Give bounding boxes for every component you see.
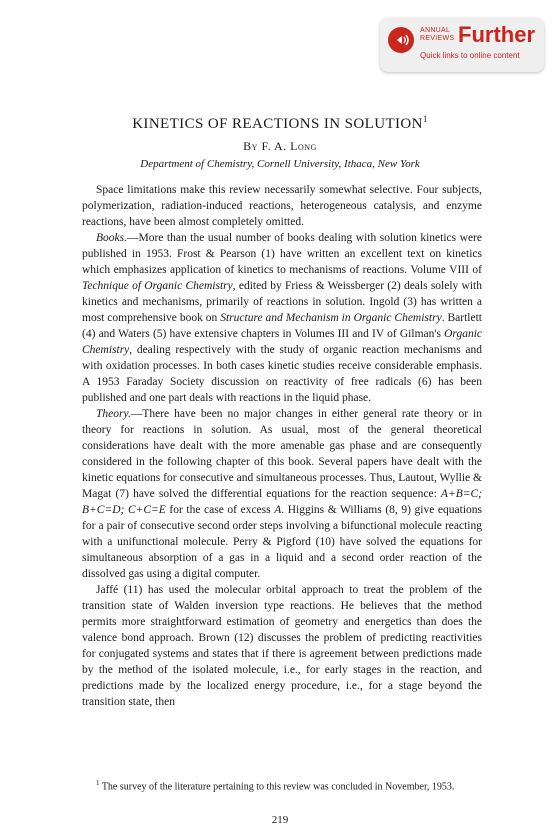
text-run: . Higgins & Williams (8, 9) give equations for a pair of consecutive second order steps involving a bifunctional molecule reacting with a unifunctional molecule. Perry & Pigford (10) have solved the equations for simultaneous absorption of a gas in a liquid and a second order reaction of the dissolved gas using a digital computer. (82, 504, 482, 580)
body-paragraph (82, 182, 482, 230)
body-paragraph (82, 582, 482, 710)
badge-publisher (420, 27, 456, 43)
italic-run: Structure and Mechanism in Organic Chemistry (220, 312, 442, 324)
text-run: for the case of excess (165, 504, 275, 516)
italic-run: A (274, 504, 282, 516)
footnote-marker: 1 (96, 779, 100, 787)
text-run: —There have been no major changes in either general rate theory or in theory for reactions in solution. As usual, most of the general theoretical considerations have dealt with the more amenable gas phase and are consequently considered in the following chapter of this book. Several papers have dealt with the kinetic equations for consecutive and simultaneous processes. Thus, Lautout, Wyllie & Magat (7) have solved the differential equations for the reaction sequence: (82, 408, 482, 500)
text-run: , dealing respectively with the study of organic reaction mechanisms and with oxidation processes. In both cases kinetic studies receive considerable emphasis. A 1953 Faraday Society discussion on reactivity of free radicals (6) has been published and one part deals with reactions in the liquid phase. (82, 344, 482, 404)
article-title-text: KINETICS OF REACTIONS IN SOLUTION (132, 116, 423, 132)
text-run: , edited by Friess & Weissberger (2) deals solely with kinetics and mechanisms, primarily of reactions in solution. Ingold (3) has written a most comprehensive book on (82, 280, 482, 324)
text-run: . Bartlett (4) and Waters (5) have extensive chapters in Volumes III and IV of Gilman's (82, 312, 482, 340)
footnote-text: The survey of the literature pertaining to this review was concluded in November, 1953. (99, 781, 455, 793)
body-paragraph (82, 230, 482, 406)
italic-run: Technique of Organic Chemistry (82, 280, 233, 292)
sound-wave-icon (388, 27, 414, 53)
text-run: —More than the usual number of books dealing with solution kinetics were published in 1953. Frost & Pearson (1) have written an excellent text on kinetics which emphasizes application of kinetics to mechanisms of reactions. Volume VIII of (82, 232, 482, 276)
page-number: 219 (271, 814, 289, 826)
badge-line-reviews: REVIEWS (420, 35, 455, 42)
text-run: Jaffé (11) has used the molecular orbital approach to treat the problem of the transition state of Walden inversion type reactions. He believes that the method permits more straightforward estimation of geometry and energetics than does the valence bond approach. Brown (12) discusses the problem of predicting reactivities for conjugated systems and states that if there is agreement between predictions made by the method of the isolated molecule, i.e., for early stages in the reaction, and predictions made by the localized energy procedure, i.e., for a stage beyond the transition state, then (82, 584, 482, 708)
footnote (82, 776, 482, 794)
article-title (0, 114, 560, 133)
title-footnote-marker[interactable]: 1 (422, 114, 428, 124)
italic-run: A+B=C; B+C=D; C+C=E (82, 488, 482, 516)
body-paragraph (82, 406, 482, 582)
italic-run: Organic Chemistry (82, 328, 482, 356)
badge-line-annual: ANNUAL (420, 27, 451, 34)
author-affiliation: Department of Chemistry, Cornell University, Ithaca, New York (140, 158, 420, 170)
annual-reviews-further-badge[interactable] (380, 18, 544, 72)
article-author: By F. A. Long (243, 139, 317, 153)
badge-further-word: Further (458, 22, 535, 47)
article-body (82, 182, 482, 710)
text-run: Space limitations make this review necessarily somewhat selective. Four subjects, polymerization, radiation-induced reactions, heterogeneous catalysis, and enzyme reactions, have been almost completely omitted. (82, 184, 482, 228)
italic-run: Books. (96, 232, 127, 244)
italic-run: Theory. (96, 408, 131, 420)
badge-tagline[interactable]: Quick links to online content (420, 51, 520, 60)
